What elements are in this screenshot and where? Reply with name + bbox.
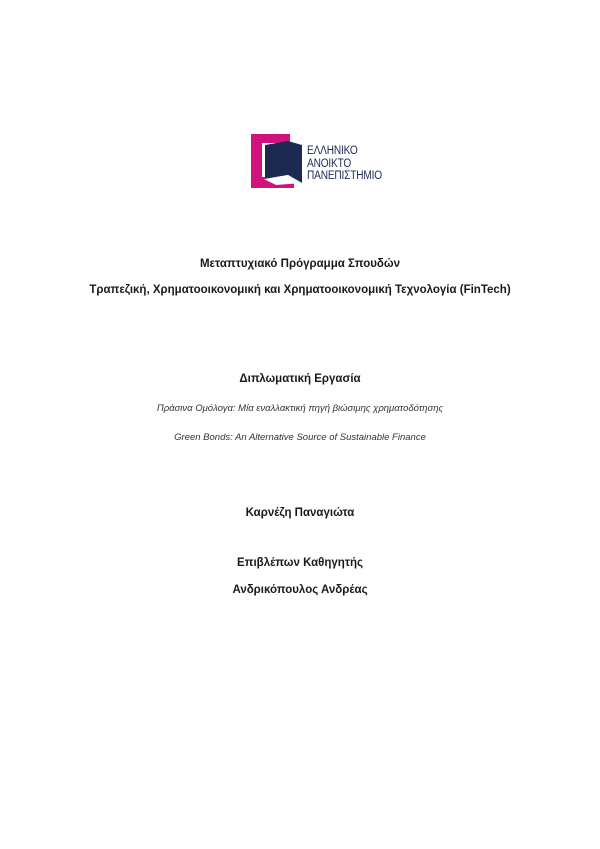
- thesis-title-greek: Πράσινα Ομόλογα: Μία εναλλακτική πηγή βιώσιμης χρηματοδότησης: [156, 403, 444, 414]
- logo-line-2: ΑΝΟΙΚΤΟ: [307, 157, 352, 170]
- logo-line-3: ΠΑΝΕΠΙΣΤΗΜΙΟ: [307, 170, 382, 182]
- logo-line-1: ΕΛΛΗΝΙΚΟ: [307, 145, 358, 157]
- program-title: Μεταπτυχιακό Πρόγραμμα Σπουδών: [199, 258, 401, 270]
- logo-mark-icon: [250, 133, 306, 189]
- supervisor-label: Επιβλέπων Καθηγητής: [237, 557, 363, 569]
- thesis-type: Διπλωματική Εργασία: [239, 373, 361, 385]
- thesis-title-english: Green Bonds: An Alternative Source of Sustainable Finance: [174, 432, 426, 443]
- logo-text: [307, 145, 382, 183]
- program-subtitle: Τραπεζική, Χρηματοοικονομική και Χρηματοοικονομική Τεχνολογία (FinTech): [89, 284, 511, 296]
- supervisor-name: Ανδρικόπουλος Ανδρέας: [232, 584, 368, 596]
- author-name: Καρνέζη Παναγιώτα: [245, 507, 355, 519]
- university-logo: [250, 133, 400, 189]
